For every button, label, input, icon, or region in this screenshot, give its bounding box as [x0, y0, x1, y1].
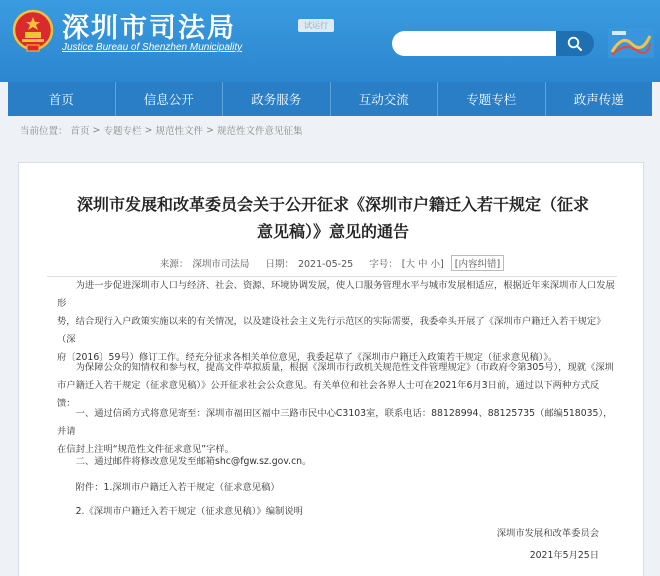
- signature-org: 深圳市发展和改革委员会: [496, 528, 599, 539]
- font-size-switch[interactable]: [大 中 小]: [401, 259, 444, 270]
- article-title: [59, 191, 607, 245]
- paragraph-line: 为保障公众的知情权和参与权，提高文件草拟质量，根据《深圳市行政机关规范性文件管理规定》（市政府令第305号），现就《深圳: [75, 362, 614, 373]
- search-icon: [567, 36, 583, 52]
- article-paragraph-1: [57, 277, 617, 367]
- article-title-line2: 意见稿）》意见的通告: [256, 222, 409, 241]
- breadcrumb-opinion-collection[interactable]: 规范性文件意见征集: [216, 126, 303, 137]
- trial-badge: 试运行: [298, 19, 334, 32]
- search-button[interactable]: [556, 31, 594, 56]
- error-correction-button[interactable]: [内容纠错]: [451, 255, 504, 271]
- article-paragraph-4: 二、通过邮件将修改意见发至邮箱shc@fgw.sz.gov.cn。: [75, 456, 312, 467]
- breadcrumb-sep: >: [92, 124, 101, 136]
- search-input[interactable]: [392, 31, 556, 56]
- paragraph-line: 在信封上注明“规范性文件征求意见”字样。: [57, 444, 234, 455]
- nav-info-disclosure[interactable]: 信息公开: [143, 92, 194, 107]
- source-label: 来源：: [159, 259, 189, 270]
- nav-gov-voice[interactable]: 政声传递: [573, 92, 624, 107]
- attachment-1-link[interactable]: 附件：1.深圳市户籍迁入若干规定（征求意见稿）: [75, 482, 280, 493]
- paragraph-line: 府〔2016〕59号）修订工作。经充分征求各相关单位意见，我委起草了《深圳市户籍迁入政策若干规定（征求意见稿）》。: [57, 352, 558, 363]
- article-title-line1: 深圳市发展和改革委员会关于公开征求《深圳市户籍迁入若干规定（征求: [76, 195, 589, 214]
- nav-gov-services[interactable]: 政务服务: [251, 92, 302, 107]
- article-card: [18, 162, 644, 576]
- attachment-2-link[interactable]: 2.《深圳市户籍迁入若干规定（征求意见稿）》编制说明: [75, 506, 303, 517]
- breadcrumb-normative-docs[interactable]: 规范性文件: [155, 126, 203, 137]
- breadcrumb-home[interactable]: 首页: [70, 126, 90, 137]
- site-logo-subtitle: Justice Bureau of Shenzhen Municipality: [62, 42, 243, 53]
- paragraph-line: 市户籍迁入若干规定（征求意见稿）》公开征求社会公众意见。有关单位和社会各界人士可在2021年6月3日前，通过以下两种方式反馈：: [57, 380, 600, 409]
- main-nav: [8, 82, 652, 116]
- article-meta: [19, 255, 645, 271]
- paragraph-line: 势，结合现行入户政策实施以来的有关情况，以及建设社会主义先行示范区的实际需要，我委牵头开展了《深圳市户籍迁入若干规定》（深: [57, 316, 606, 345]
- paragraph-line: 为进一步促进深圳市人口与经济、社会、资源、环境协调发展，使人口服务管理水平与城市发展相适应，根据近年来深圳市人口发展形: [57, 280, 615, 309]
- source-value: 深圳市司法局: [192, 259, 250, 270]
- site-logo-title[interactable]: 深圳市司法局: [62, 13, 236, 44]
- breadcrumb-prefix: 当前位置：: [20, 126, 68, 137]
- nav-special-topics[interactable]: 专题专栏: [466, 92, 517, 107]
- breadcrumb-special-topics[interactable]: 专题专栏: [103, 126, 142, 137]
- date-value: 2021-05-25: [297, 259, 354, 270]
- breadcrumb: [20, 123, 305, 137]
- national-emblem-icon: [12, 8, 54, 54]
- nav-interaction[interactable]: 互动交流: [358, 92, 409, 107]
- nav-home[interactable]: 首页: [48, 92, 74, 107]
- font-size-label: 字号：: [369, 259, 398, 270]
- breadcrumb-sep: >: [144, 124, 153, 136]
- campaign-logo-icon[interactable]: [608, 28, 654, 58]
- site-header: [0, 0, 660, 82]
- breadcrumb-sep: >: [206, 124, 214, 136]
- paragraph-line: 一、通过信函方式将意见寄至：深圳市福田区福中三路市民中心C3103室，联系电话：88128994、88125735（邮编518035），并请: [57, 408, 613, 437]
- date-label: 日期：: [265, 259, 294, 270]
- signature-date: 2021年5月25日: [529, 550, 599, 561]
- article-paragraph-3: [57, 405, 617, 459]
